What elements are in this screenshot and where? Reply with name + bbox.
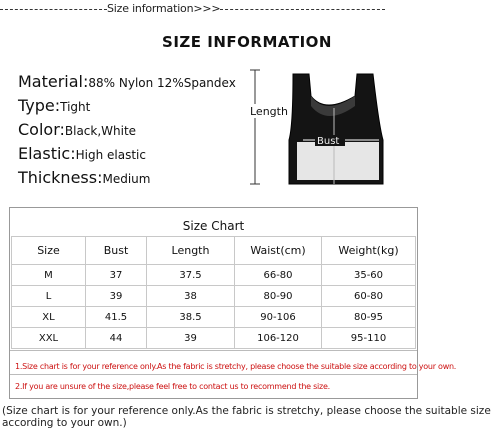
- cell-size: XXL: [12, 328, 86, 349]
- size-chart-title: Size Chart: [182, 219, 245, 233]
- spec-key: Color:: [18, 120, 65, 139]
- cell-waist: 66-80: [235, 265, 322, 286]
- table-row: [12, 265, 416, 286]
- spec-key: Elastic:: [18, 144, 76, 163]
- page-title: SIZE INFORMATION: [162, 33, 332, 51]
- cell-bust: 37: [86, 265, 147, 286]
- spec-value: Tight: [60, 100, 91, 114]
- size-chart-panel: [9, 207, 457, 399]
- spec-thickness: [18, 166, 236, 190]
- underband-panel: [297, 142, 379, 180]
- spec-value: High elastic: [75, 148, 146, 162]
- footer-note: (Size chart is for your reference only.As the fabric is stretchy, please choose the suitable size according to your own.): [2, 405, 491, 429]
- cell-waist: 90-106: [235, 307, 322, 328]
- garment-illustration: [245, 66, 400, 196]
- spec-color: [18, 118, 236, 142]
- spec-value: 88% Nylon 12%Spandex: [88, 76, 236, 90]
- col-header-weight: Weight(kg): [322, 237, 416, 265]
- spec-type: [18, 94, 236, 118]
- cell-length: 39: [147, 328, 235, 349]
- col-header-size: Size: [12, 237, 86, 265]
- cell-length: 38: [147, 286, 235, 307]
- note-divider-middle: [10, 374, 417, 375]
- cell-bust: 44: [86, 328, 147, 349]
- size-note-1: 1.Size chart is for your reference only.As the fabric is stretchy, please choose the suitable size according to your own.: [15, 362, 457, 371]
- cell-size: M: [12, 265, 86, 286]
- spec-list: [18, 70, 236, 190]
- cell-waist: 106-120: [235, 328, 322, 349]
- cell-weight: 95-110: [322, 328, 416, 349]
- size-note-2: 2.If you are unsure of the size,please feel free to contact us to recommend the size.: [15, 382, 330, 391]
- col-header-length: Length: [147, 237, 235, 265]
- table-row: [12, 328, 416, 349]
- size-info-banner: [0, 2, 494, 15]
- spec-key: Thickness:: [18, 168, 103, 187]
- cell-weight: 60-80: [322, 286, 416, 307]
- note-divider-top: [10, 350, 417, 351]
- cell-length: 37.5: [147, 265, 235, 286]
- spec-elastic: [18, 142, 236, 166]
- table-row: [12, 286, 416, 307]
- cell-size: L: [12, 286, 86, 307]
- col-header-waist: Waist(cm): [235, 237, 322, 265]
- banner-dash-right: [220, 9, 385, 10]
- table-header-row: [12, 237, 416, 265]
- bust-label: Bust: [317, 136, 340, 147]
- length-label: Length: [250, 105, 288, 118]
- size-chart-table: [11, 236, 416, 349]
- cell-weight: 80-95: [322, 307, 416, 328]
- cell-weight: 35-60: [322, 265, 416, 286]
- spec-value: Medium: [102, 172, 151, 186]
- cell-size: XL: [12, 307, 86, 328]
- cell-waist: 80-90: [235, 286, 322, 307]
- cell-bust: 39: [86, 286, 147, 307]
- cell-bust: 41.5: [86, 307, 147, 328]
- spec-key: Type:: [18, 96, 61, 115]
- banner-dash-left: [0, 9, 107, 10]
- spec-key: Material:: [18, 72, 89, 91]
- col-header-bust: Bust: [86, 237, 147, 265]
- table-row: [12, 307, 416, 328]
- cell-length: 38.5: [147, 307, 235, 328]
- spec-value: Black,White: [64, 124, 137, 138]
- spec-material: [18, 70, 236, 94]
- banner-text: Size information>>>: [107, 2, 221, 15]
